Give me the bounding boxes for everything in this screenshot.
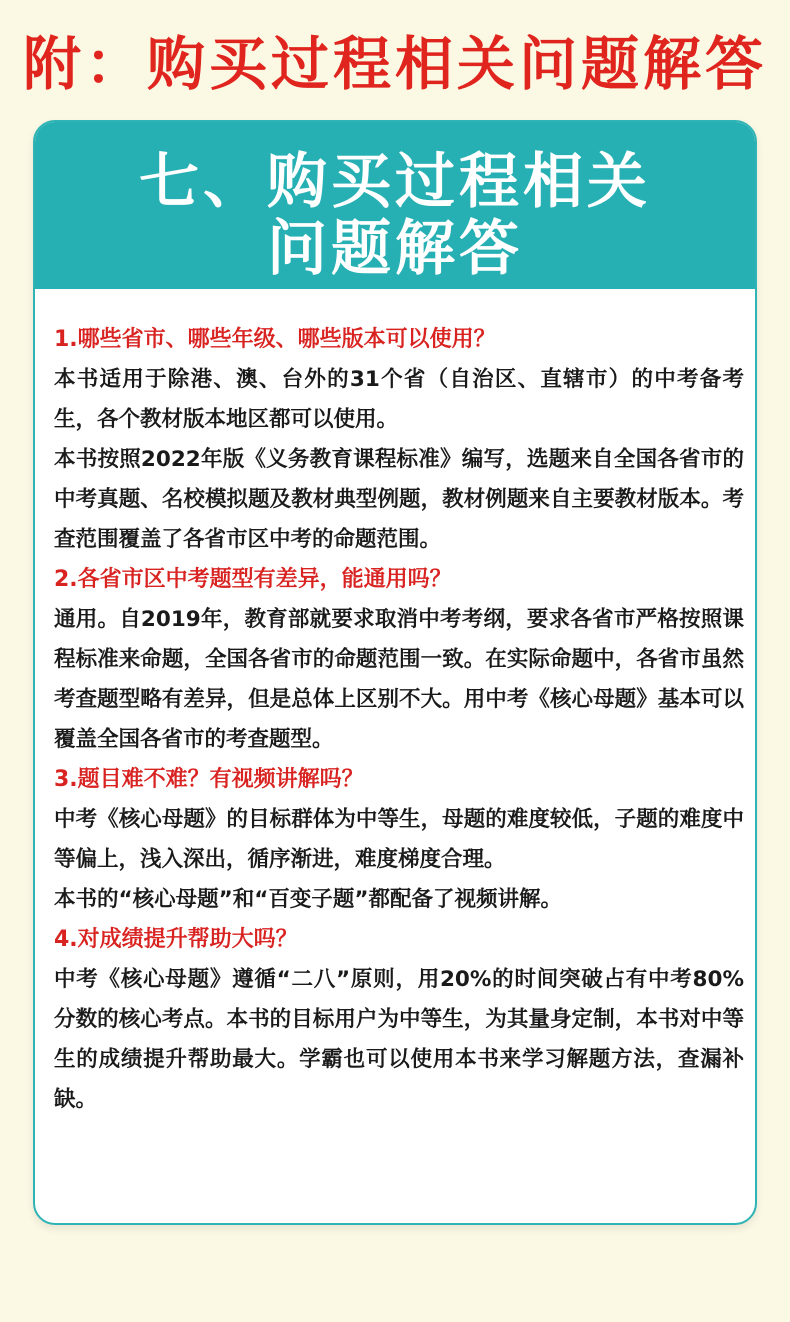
- card-header: [35, 122, 755, 289]
- answer-1-paragraph-1: 本书适用于除港、澳、台外的31个省（自治区、直辖市）的中考备考生，各个教材版本地区都可以使用。: [54, 367, 744, 432]
- card-title-line-1: 七、购买过程相关: [139, 147, 651, 217]
- question-1: 1.哪些省市、哪些年级、哪些版本可以使用？: [54, 327, 496, 352]
- card-title-line-2: 问题解答: [267, 214, 523, 284]
- answer-1-paragraph-2: 本书按照2022年版《义务教育课程标准》编写，选题来自全国各省市的中考真题、名校模拟题及教材典型例题，教材例题来自主要教材版本。考查范围覆盖了各省市区中考的命题范围。: [54, 447, 744, 552]
- question-3: 3.题目难不难？有视频讲解吗？: [54, 767, 364, 792]
- page-title: 附：购买过程相关问题解答: [22, 30, 767, 98]
- question-2: 2.各省市区中考题型有差异，能通用吗？: [54, 567, 452, 592]
- question-4: 4.对成绩提升帮助大吗？: [54, 927, 298, 952]
- answer-4-paragraph-1: 中考《核心母题》遵循“二八”原则，用20%的时间突破占有中考80%分数的核心考点。本书的目标用户为中等生，为其量身定制，本书对中等生的成绩提升帮助最大。学霸也可以使用本书来学习解题方法，查漏补缺。: [54, 967, 744, 1112]
- answer-2-paragraph-1: 通用。自2019年，教育部就要求取消中考考纲，要求各省市严格按照课程标准来命题，全国各省市的命题范围一致。在实际命题中，各省市虽然考查题型略有差异，但是总体上区别不大。用中考《核心母题》基本可以覆盖全国各省市的考查题型。: [54, 607, 744, 752]
- faq-card: [33, 120, 757, 1225]
- answer-3-paragraph-1: 中考《核心母题》的目标群体为中等生，母题的难度较低，子题的难度中等偏上，浅入深出，循序渐进，难度梯度合理。: [54, 807, 744, 872]
- answer-3-paragraph-2: 本书的“核心母题”和“百变子题”都配备了视频讲解。: [54, 887, 563, 912]
- faq-content: [54, 320, 744, 1120]
